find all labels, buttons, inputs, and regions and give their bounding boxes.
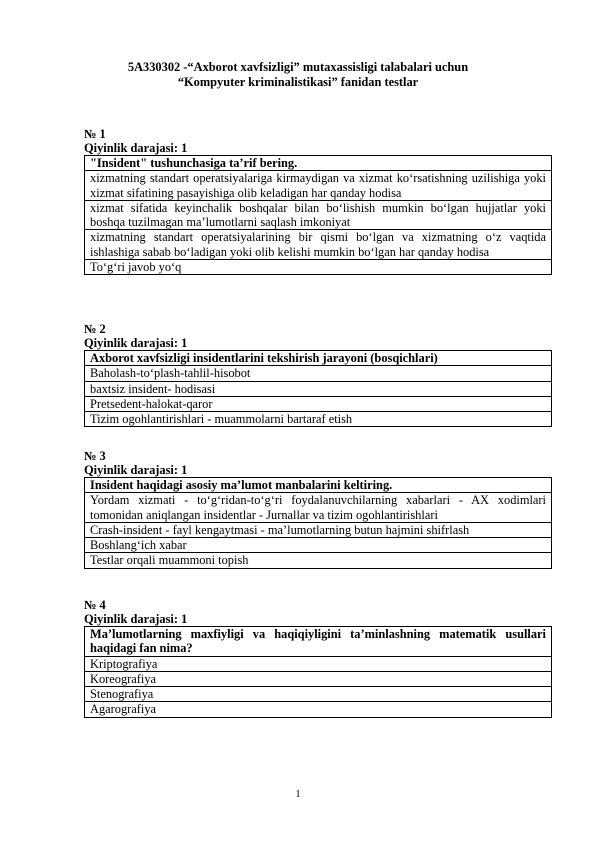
question-table — [84, 350, 552, 427]
question-block-2 — [84, 322, 554, 427]
question-text: Ma’lumotlarning maxfiyligi va haqiqiyligini ta’minlashning matematik usullari haqidagi fan nima? — [85, 627, 552, 657]
answer-option: Pretsedent-halokat-qaror — [85, 396, 552, 411]
question-text: Axborot xavfsizligi insidentlarini tekshirish jarayoni (bosqichlari) — [85, 351, 552, 366]
page-number: 1 — [295, 789, 301, 800]
question-table — [84, 155, 552, 275]
difficulty-level: Qiyinlik darajasi: 1 — [84, 463, 188, 477]
answer-option: Baholash-to‘plash-tahlil-hisobot — [85, 366, 552, 381]
answer-option: Stenografiya — [85, 687, 552, 702]
answer-option: xizmat sifatida keyinchalik boshqalar bilan bo‘lishish mumkin bo‘lgan hujjatlar yoki boshqa tuzilmagan ma’lumotlarni saqlash imkoniyat — [85, 200, 552, 230]
answer-option: Crash-insident - fayl kengaytmasi - ma’lumotlarning butun hajmini shifrlash — [85, 522, 552, 537]
answer-option: xizmatning standart operatsiyalarining bir qismi bo‘lgan va xizmatning o‘z vaqtida ishlashiga sabab bo‘ladigan yoki olib kelishi mumkin bo‘lgan har qanday hodisa — [85, 230, 552, 260]
title-line-1: 5A330302 -“Axborot xavfsizligi” mutaxassisligi talabalari uchun — [127, 60, 469, 74]
answer-option: Boshlang‘ich xabar — [85, 538, 552, 553]
answer-option: Yordam xizmati - to‘g‘ridan-to‘g‘ri foydalanuvchilarning xabarlari - AX xodimlari tomonidan aniqlangan insidentlar - Jurnallar va tizim ogohlantirishlari — [85, 493, 552, 523]
question-block-1 — [84, 127, 554, 275]
question-number: № 4 — [84, 598, 106, 612]
difficulty-level: Qiyinlik darajasi: 1 — [84, 336, 188, 350]
title-line-2: “Kompyuter kriminalistikasi” fanidan testlar — [177, 75, 419, 89]
question-block-3 — [84, 449, 554, 569]
answer-option: To‘g‘ri javob yo‘q — [85, 260, 552, 275]
question-number: № 1 — [84, 127, 106, 141]
answer-option: Agarografiya — [85, 702, 552, 717]
question-number: № 2 — [84, 322, 106, 336]
answer-option: Koreografiya — [85, 671, 552, 686]
question-text: "Insident" tushunchasiga ta’rif bering. — [85, 156, 552, 171]
difficulty-level: Qiyinlik darajasi: 1 — [84, 141, 188, 155]
question-table — [84, 477, 552, 569]
document-title — [0, 60, 596, 90]
difficulty-level: Qiyinlik darajasi: 1 — [84, 612, 188, 626]
answer-option: Testlar orqali muammoni topish — [85, 553, 552, 568]
answer-option: Kriptografiya — [85, 656, 552, 671]
question-table — [84, 626, 552, 718]
question-number: № 3 — [84, 449, 106, 463]
answer-option: xizmatning standart operatsiyalariga kirmaydigan va xizmat ko‘rsatishning uzilishiga yoki xizmat sifatining pasayishiga olib keladigan har qanday hodisa — [85, 171, 552, 201]
answer-option: baxtsiz insident- hodisasi — [85, 381, 552, 396]
question-text: Insident haqidagi asosiy ma’lumot manbalarini keltiring. — [85, 478, 552, 493]
answer-option: Tizim ogohlantirishlari - muammolarni bartaraf etish — [85, 412, 552, 427]
question-block-4 — [84, 598, 554, 718]
